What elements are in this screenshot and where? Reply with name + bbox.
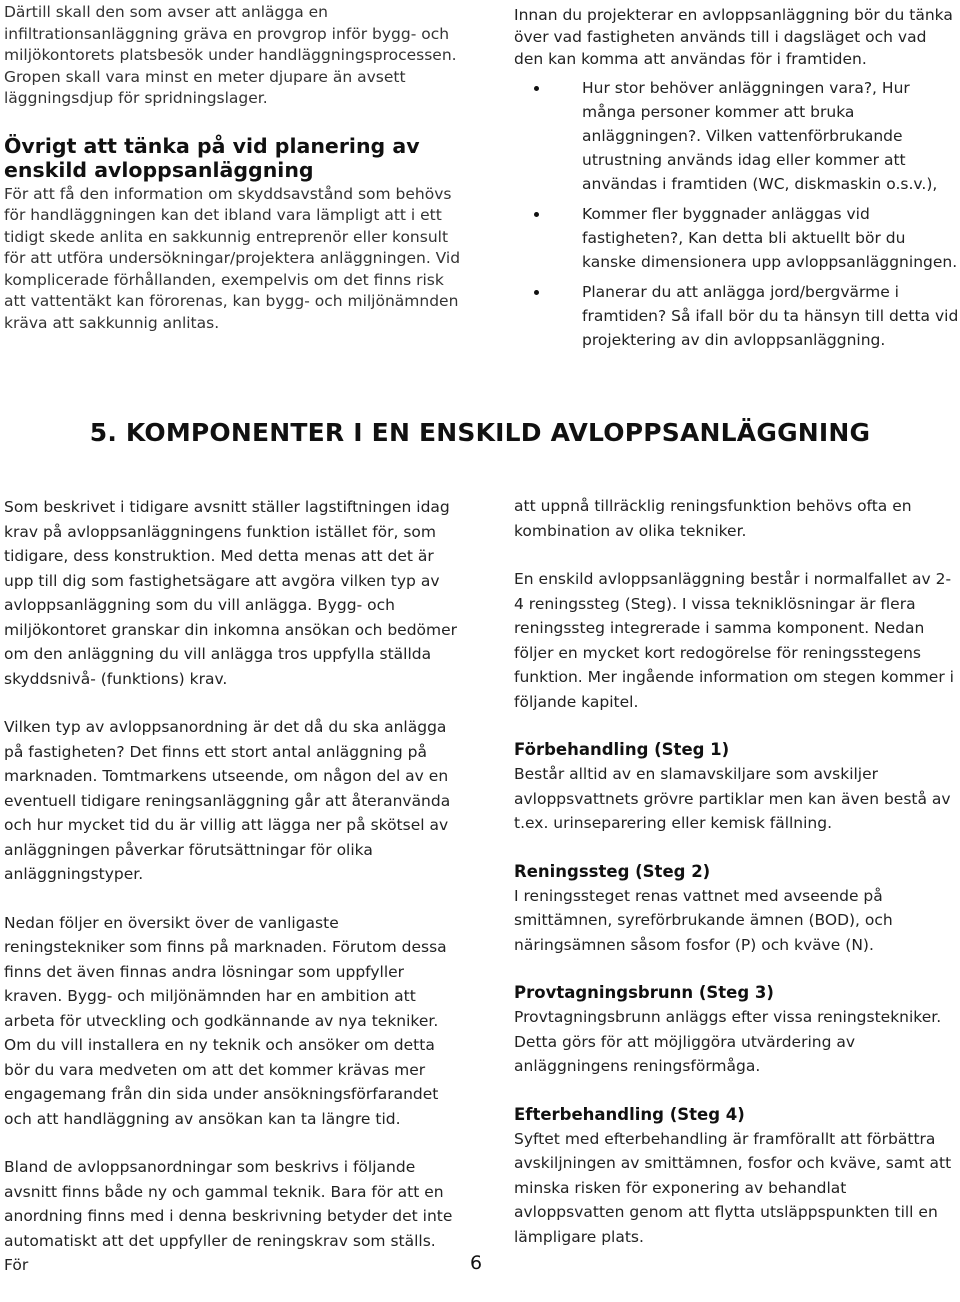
planning-intro: Innan du projekterar en avloppsanläggning bör du tänka över vad fastigheten används till i dagsläget och vad den kan komma att användas för i framtiden. [514,6,953,68]
step-title-1: Förbehandling (Steg 1) [514,740,730,759]
right-column [514,494,960,1273]
section-title: 5. KOMPONENTER I EN ENSKILD AVLOPPSANLÄGGNING [89,418,871,447]
bullet-text: Kommer fler byggnader anläggas vid fastigheten?, Kan detta bli aktuellt bör du kanske dimensionera upp avloppsanläggningen. [582,205,958,271]
body-paragraph: En enskild avloppsanläggning består i normalfallet av 2-4 reningssteg (Steg). I vissa tekniklösningar är flera reningssteg integrerade i samma komponent. Nedan följer en mycket kort redogörelse för reningsstegens funktion. Mer ingående information om stegen kommer i följande kapitel. [514,570,954,711]
bullet-dot-icon [534,86,539,91]
step-title-4: Efterbehandling (Steg 4) [514,1104,745,1124]
subheading-body: För att få den information om skyddsavstånd som behövs för handläggningen kan det ibland vara lämpligt att i ett tidigt skede anlita en sakkunnig entreprenör eller konsult för att utföra undersökningar/projektera anläggningen. Vid komplicerade förhållanden, exempelvis om det finns risk att vattentäkt kan förorenas, kan bygg- och miljönämnden kräva att sakkunnig anlitas. [4,184,461,333]
subheading: Övrigt att tänka på vid planering av enskild avloppsanläggning [4,133,420,182]
left-column [4,495,459,1302]
bullet-dot-icon [534,290,539,295]
page-number: 6 [470,1252,483,1274]
planning-bullet-list [514,76,960,352]
body-paragraph: Vilken typ av avloppsanordning är det då du ska anlägga på fastigheten? Det finns ett stort antal anläggning på marknaden. Tomtmarkens utseende, om någon del av en eventuell tidigare reningsanläggning går att återanvända och hur mycket tid du är villig att lägga ner på skötsel av anläggningen påverkar förutsättningar för olika anläggningstyper. [4,718,451,883]
body-paragraph: Nedan följer en översikt över de vanligaste reningstekniker som finns på marknaden. Förutom dessa finns det även finnas andra lösningar som uppfyller kraven. Bygg- och miljönämnden har en ambition att arbeta för utveckling och godkännande av nya tekniker. Om du vill installera en ny teknik och ansöker om detta bör du vara medveten om att det kommer krävas mer engagemang från din sida under ansökningsförfarandet och att handläggning av ansökan kan ta längre tid. [4,913,447,1128]
bullet-dot-icon [534,212,539,217]
step-body-2: I reningssteget renas vattnet med avseende på smittämnen, syreförbrukande ämnen (BOD), och näringsämnen såsom fosfor (P) och kväve (N). [514,886,893,954]
top-right-block [514,4,960,358]
bullet-text: Hur stor behöver anläggningen vara?, Hur många personer kommer att bruka anläggningen?. Vilken vattenförbrukande utrustning används idag eller kommer att användas i framtiden (WC, diskmaskin o.s.v.), [582,79,938,193]
intro-paragraph: Därtill skall den som avser att anlägga en infiltrationsanläggning gräva en provgrop inför bygg- och miljökontorets platsbesök under handläggningsprocessen. Gropen skall vara minst en meter djupare än avsett läggningsdjup för spridningslager. [4,3,457,107]
body-paragraph: Bland de avloppsanordningar som beskrivs i följande avsnitt finns både ny och gammal teknik. Bara för att en anordning finns med i denna beskrivning betyder det inte automatiskt att det uppfyller de reningskrav som ställs. För [4,1158,453,1274]
step-body-1: Består alltid av en slamavskiljare som avskiljer avloppsvattnets grövre partiklar men kan även bestå av t.ex. urinseparering eller kemisk fällning. [514,765,951,832]
bullet-item [514,280,960,352]
top-left-block [4,2,464,335]
bullet-item [514,76,960,196]
step-body-3: Provtagningsbrunn anläggs efter vissa reningstekniker. Detta görs för att möjliggöra utvärdering av anläggningens reningsförmåga. [514,1008,942,1075]
body-paragraph: att uppnå tillräcklig reningsfunktion behövs ofta en kombination av olika tekniker. [514,497,912,540]
bullet-text: Planerar du att anlägga jord/bergvärme i framtiden? Så ifall bör du ta hänsyn till detta vid projektering av din avloppsanläggning. [582,283,959,349]
body-paragraph: Som beskrivet i tidigare avsnitt ställer lagstiftningen idag krav på avloppsanläggningens funktion istället för, som tidigare, dess konstruktion. Med detta menas att det är upp till dig som fastighetsägare att avgöra vilken typ av avloppsanläggning som du vill anlägga. Bygg- och miljökontoret granskar din inkomna ansökan och bedömer om den anläggning du vill anlägga tros uppfylla ställda skyddsnivå- (funktions) krav. [4,498,458,688]
step-title-2: Reningssteg (Steg 2) [514,861,711,881]
step-body-4: Syftet med efterbehandling är framförallt att förbättra avskiljningen av smittämnen, fosfor och kväve, samt att minska risken för exponering av behandlat avloppsvatten genom att flytta utsläppspunkten till en lämpligare plats. [514,1129,952,1246]
step-title-3: Provtagningsbrunn (Steg 3) [514,983,774,1002]
bullet-item [514,202,960,274]
